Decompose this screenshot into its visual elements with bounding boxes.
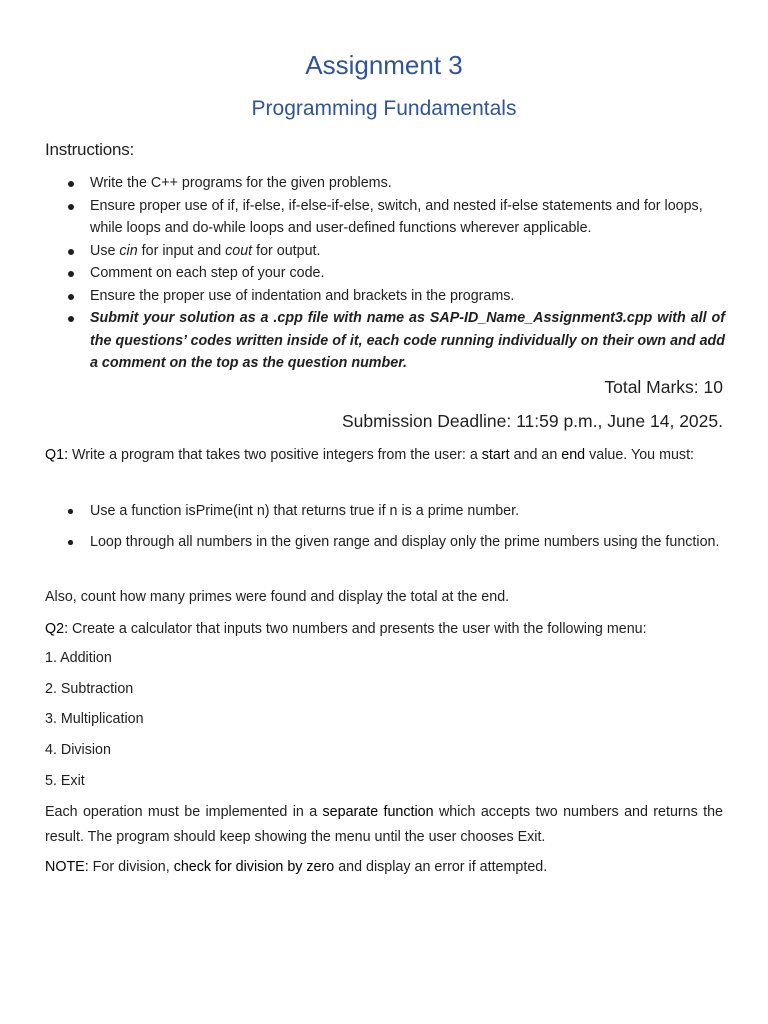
list-item-text: for output. — [252, 242, 321, 259]
calculator-menu — [45, 646, 144, 799]
note-label: NOTE: — [45, 859, 89, 875]
list-item: Use a function isPrime(int n) that returns true if n is a prime number. — [45, 499, 723, 524]
submission-instruction: Submit your solution as a .cpp file with name as SAP-ID_Name_Assignment3.cpp with all of the questions’ codes written inside of it, each code running individually on their own and add a comment on the top as the question number. — [45, 307, 725, 375]
list-item: Write the C++ programs for the given problems. — [45, 172, 725, 195]
q1-label: Q1: — [45, 447, 69, 463]
list-item-text: for input and — [137, 242, 226, 259]
q1-text: value. You must: — [585, 447, 695, 463]
submission-deadline: Submission Deadline: 11:59 p.m., June 14, 2025. — [341, 411, 723, 431]
total-marks: Total Marks: 10 — [604, 377, 723, 397]
menu-item: 5. Exit — [45, 772, 85, 789]
menu-item: 4. Division — [45, 742, 111, 759]
cin-keyword: cin — [119, 242, 138, 259]
list-item: Loop through all numbers in the given range and display only the prime numbers using the function. — [45, 530, 723, 555]
end-keyword: end — [561, 447, 586, 463]
separate-function-keyword: separate function — [322, 804, 434, 820]
division-by-zero-keyword: check for division by zero — [173, 859, 335, 875]
page-title: Assignment 3 — [305, 50, 463, 80]
q2-text: Create a calculator that inputs two numbers and presents the user with the following menu: — [68, 621, 647, 637]
q1-closing: Also, count how many primes were found and display the total at the end. — [45, 589, 510, 605]
division-note — [45, 855, 723, 880]
list-item: Comment on each step of your code. — [45, 262, 725, 285]
q2-details — [45, 800, 723, 850]
cout-keyword: cout — [225, 242, 253, 259]
q2-prompt — [45, 617, 723, 642]
q1-text: and an — [509, 447, 562, 463]
q1-prompt — [45, 443, 723, 468]
q2-text: Each operation must be implemented in a — [45, 804, 323, 820]
note-text: For division, — [88, 859, 174, 875]
instructions-heading: Instructions: — [45, 140, 135, 159]
q2-text: which accepts two numbers and returns the result. The program should keep showing the menu until the user chooses Exit. — [45, 804, 724, 845]
list-item-text: Use — [90, 242, 120, 259]
menu-item: 3. Multiplication — [45, 711, 144, 728]
list-item: Ensure proper use of if, if-else, if-else-if-else, switch, and nested if-else statements and for loops, while loops and do-while loops and user-defined functions wherever applicable. — [45, 195, 725, 240]
list-item — [45, 240, 725, 263]
start-keyword: start — [481, 447, 510, 463]
instructions-list — [45, 172, 725, 375]
q1-text: Write a program that takes two positive integers from the user: a — [68, 447, 482, 463]
list-item: Ensure the proper use of indentation and brackets in the programs. — [45, 285, 725, 308]
note-text: and display an error if attempted. — [334, 859, 548, 875]
page-subtitle: Programming Fundamentals — [251, 97, 517, 120]
q2-label: Q2: — [45, 621, 69, 637]
menu-item: 2. Subtraction — [45, 680, 134, 697]
menu-item: 1. Addition — [45, 650, 112, 666]
q1-requirements — [45, 499, 723, 555]
